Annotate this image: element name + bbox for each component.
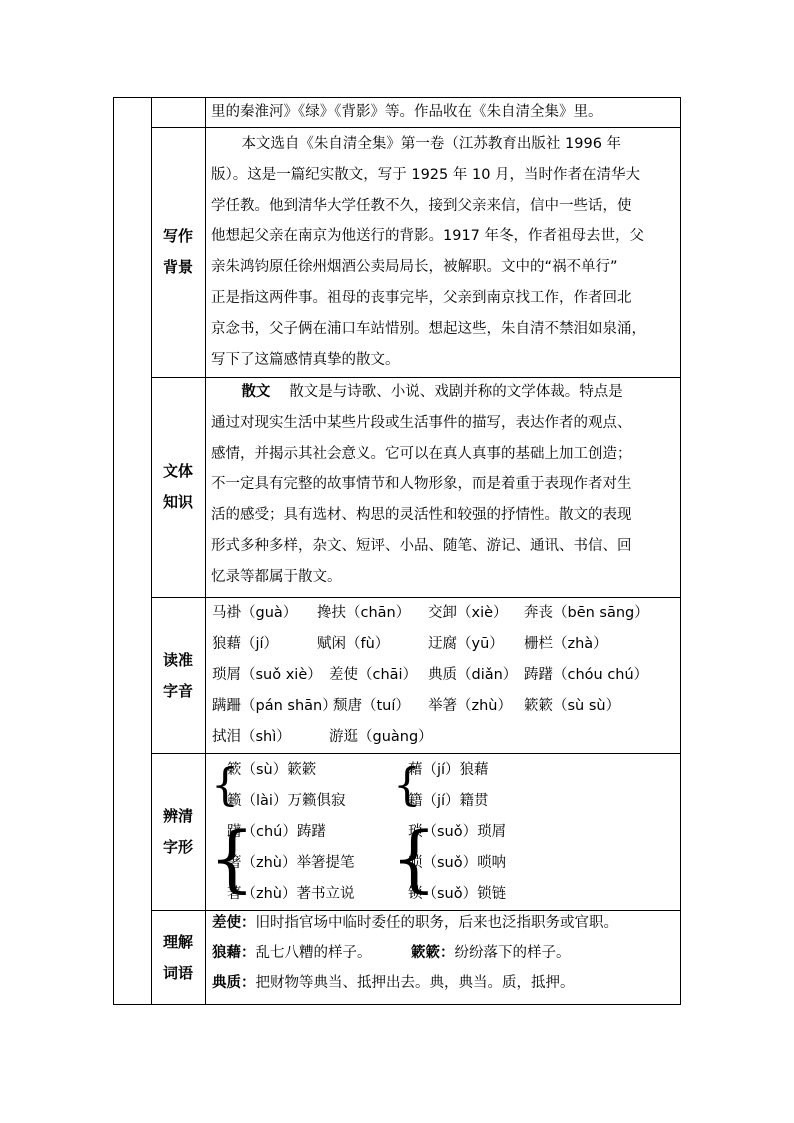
background-line: 亲朱鸿钧原任徐州烟酒公卖局局长，被解职。文中的“祸不单行” [211,259,618,276]
pinyin-item: 琐屑（suǒ xiè） [212,667,322,683]
background-line: 版）。这是一篇纪实散文，写于 1925 年 10 月，当时作者在清华大 [211,166,641,183]
background-line: 写下了这篇感情真挚的散文。 [211,351,400,368]
genre-line: 感情，并揭示其社会意义。它可以在真人真事的基础上加工创造； [211,445,632,462]
pronunciation-label-line1: 读准 [162,651,193,669]
genre-label-line2: 知识 [162,493,193,511]
vocab-def: 纷纷落下的样子。 [454,945,571,961]
pinyin-item: 踌躇（chóu chú） [524,667,649,683]
vocabulary-label-line1: 理解 [162,933,193,951]
glyph-item: 唢（suǒ）唢呐 [408,855,507,871]
pinyin-item: 差使（chāi） [329,667,418,683]
pronunciation-list [211,600,677,752]
glyph-item: 著（zhù）著书立说 [227,886,355,902]
glyph-item: 籍（jí）籍贯 [408,793,489,809]
background-label-line2: 背景 [162,258,193,276]
pinyin-item: 搀扶（chān） [317,605,411,621]
glyph-item: 籁（lài）万籁俱寂 [227,793,346,809]
vocab-entry [212,972,575,994]
pinyin-item: 奔丧（bēn sāng） [524,605,649,621]
pinyin-item: 马褂（guà） [212,605,298,621]
glyphs-label-line2: 字形 [162,838,193,856]
genre-line: 形式多种多样，杂文、短评、小品、随笔、游记、通讯、书信、回 [211,537,632,554]
glyph-item: 箸（zhù）举箸提笔 [227,855,355,871]
pronunciation-label [152,645,204,707]
genre-first-line-text: 散文是与诗歌、小说、戏剧并称的文学体裁。特点是 [289,384,623,400]
genre-term: 散文 [241,384,271,400]
vocab-def: 旧时指官场中临时委任的职务，后来也泛指职务或官职。 [255,915,618,931]
vocabulary-label [152,927,204,989]
left-brace-icon: { [393,760,421,811]
pinyin-item: 游逛（guàng） [329,729,433,745]
vocab-term: 典质： [212,975,256,991]
pinyin-item: 蹒跚（pán shān） [212,698,337,714]
glyphs-label [152,801,204,863]
vocab-entry [212,912,618,934]
genre-label [152,456,204,518]
background-line: 学任教。他到清华大学任教不久，接到父亲来信，信中一些话，使 [211,197,632,214]
vocabulary-label-line2: 词语 [162,964,193,982]
glyphs-label-line1: 辨清 [162,807,193,825]
vocab-term: 差使： [212,915,256,931]
background-line: 本文选自《朱自清全集》第一卷（江苏教育出版社 1996 年 [241,136,622,152]
genre-line: 通过对现实生活中某些片段或生活事件的描写，表达作者的观点、 [211,414,632,431]
background-line: 他想起父亲在南京为他送行的背影。1917 年冬，作者祖母去世，父 [211,228,645,245]
intro-text: 里的秦淮河》《绿》《背影》等。作品收在《朱自清全集》里。 [211,104,603,120]
vocab-term: 狼藉： [212,945,256,961]
pinyin-item: 狼藉（jí） [212,636,279,652]
genre-line: 不一定具有完整的故事情节和人物形象，而是着重于表现作者对生 [211,476,632,493]
pinyin-item: 栅栏（zhà） [524,636,608,652]
glyph-item: 琐（suǒ）琐屑 [408,824,507,840]
left-brace-icon: { [211,760,239,811]
glyph-item: 锁（suǒ）锁链 [408,886,507,902]
vocab-def: 把财物等典当、抵押出去。典，典当。质，抵押。 [255,975,575,991]
pinyin-item: 迂腐（yū） [428,636,504,652]
pinyin-item: 典质（diǎn） [428,667,518,683]
pronunciation-label-line2: 字音 [162,682,193,700]
genre-line: 忆录等都属于散文。 [211,568,342,585]
pinyin-item: 簌簌（sù sù） [524,698,621,714]
vocab-entry [212,942,372,964]
glyph-item: 簌（sù）簌簌 [227,762,317,778]
pinyin-item: 颓唐（tuí） [333,698,410,714]
genre-text [211,377,677,593]
genre-first-line [211,377,677,408]
glyph-item: 躇（chú）踌躇 [227,824,326,840]
pinyin-item: 拭泪（shì） [212,729,291,745]
background-label-line1: 写作 [162,227,193,245]
glyphs-area [211,756,677,908]
pinyin-item: 举箸（zhù） [428,698,512,714]
pinyin-item: 交卸（xiè） [428,605,508,621]
pinyin-item: 赋闲（fù） [317,636,390,652]
vocab-def: 乱七八糟的样子。 [255,945,372,961]
vocabulary-area [211,910,677,1002]
left-brace-icon: { [209,816,255,900]
vocab-entry [411,942,571,964]
vocab-term: 簌簌： [411,945,455,961]
background-text [211,129,677,375]
glyph-item: 藉（jí）狼藉 [408,762,489,778]
background-label [152,221,204,283]
genre-line: 活的感受；具有选材、构思的灵活性和较强的抒情性。散文的表现 [211,507,632,524]
left-brace-icon: { [391,816,437,900]
background-line: 京念书，父子俩在浦口车站惜别。想起这些，朱自清不禁泪如泉涌， [211,320,646,337]
background-line: 正是指这两件事。祖母的丧事完毕，父亲到南京找工作，作者回北 [211,289,632,306]
genre-label-line1: 文体 [162,462,193,480]
